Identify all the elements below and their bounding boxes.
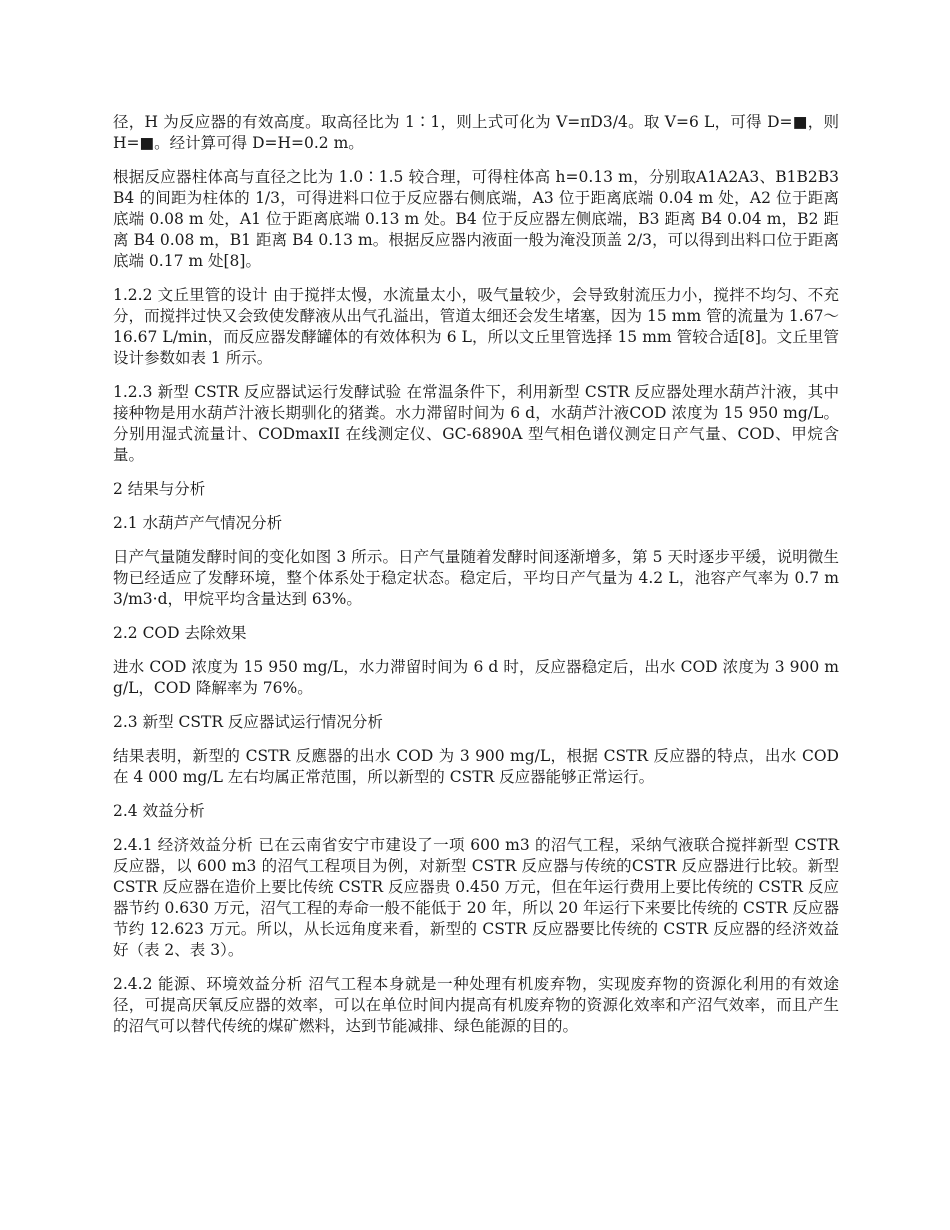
body-paragraph: 2.4.1 经济效益分析 已在云南省安宁市建设了一项 600 m3 的沼气工程，采纳气液联合搅拌新型 CSTR 反应器，以 600 m3 的沼气工程项目为例，对新型 CSTR 反应器与传统的CSTR 反应器进行比较。新型 CSTR 反应器在造价上要比传统 CSTR 反应器贵 0.450 万元，但在年运行费用上要比传统的 CSTR 反应器节约 0.630 万元，沼气工程的寿命一般不能低于 20 年，所以 20 年运行下来要比传统的 CSTR 反应器节约 12.623 万元。所以，从长远角度来看，新型的 CSTR 反应器要比传统的 CSTR 反应器的经济效益好（表 2、表 3）。 <box>113 836 839 959</box>
section-heading: 2 结果与分析 <box>113 480 206 498</box>
body-paragraph: 进水 COD 浓度为 15 950 mg/L，水力滞留时间为 6 d 时，反应器稳定后，出水 COD 浓度为 3 900 mg/L，COD 降解率为 76%。 <box>113 658 839 697</box>
subsection-heading: 2.2 COD 去除效果 <box>113 624 247 642</box>
body-paragraph: 根据反应器柱体高与直径之比为 1.0∶1.5 较合理，可得柱体高 h=0.13 m，分别取A1A2A3、B1B2B3B4 的间距为柱体的 1/3，可得进料口位于反应器右侧底端，A3 位于距离底端 0.04 m 处，A2 位于距离底端 0.08 m 处，A1 位于距离底端 0.13 m 处。B4 位于反应器左侧底端，B3 距离 B4 0.04 m，B2 距离 B4 0.08 m，B1 距离 B4 0.13 m。根据反应器内液面一般为淹没顶盖 2/3，可以得到出料口位于距离底端 0.17 m 处[8]。 <box>113 168 839 270</box>
body-paragraph: 1.2.3 新型 CSTR 反应器试运行发酵试验 在常温条件下，利用新型 CSTR 反应器处理水葫芦汁液，其中接种物是用水葫芦汁液长期驯化的猪粪。水力滞留时间为 6 d，水葫芦汁液COD 浓度为 15 950 mg/L。分别用湿式流量计、CODmaxII 在线测定仪、GC-6890A 型气相色谱仪测定日产气量、COD、甲烷含量。 <box>113 383 839 464</box>
subsection-heading: 2.3 新型 CSTR 反应器试运行情况分析 <box>113 713 383 731</box>
document-page <box>113 112 839 1050</box>
body-paragraph: 1.2.2 文丘里管的设计 由于搅拌太慢，水流量太小，吸气量较少，会导致射流压力小，搅拌不均匀、不充分，而搅拌过快又会致使发酵液从出气孔溢出，管道太细还会发生堵塞，因为 15 mm 管的流量为 1.67～16.67 L/min，而反应器发酵罐体的有效体积为 6 L，所以文丘里管选择 15 mm 管较合适[8]。文丘里管设计参数如表 1 所示。 <box>113 286 839 367</box>
body-paragraph: 2.4.2 能源、环境效益分析 沼气工程本身就是一种处理有机废弃物，实现废弃物的资源化利用的有效途径，可提高厌氧反应器的效率，可以在单位时间内提高有机废弃物的资源化效率和产沼气效率，而且产生的沼气可以替代传统的煤矿燃料，达到节能减排、绿色能源的目的。 <box>113 975 839 1035</box>
body-paragraph: 日产气量随发酵时间的变化如图 3 所示。日产气量随着发酵时间逐渐增多，第 5 天时逐步平缓，说明微生物已经适应了发酵环境，整个体系处于稳定状态。稳定后，平均日产气量为 4.2 L，池容产气率为 0.7 m3/m3·d，甲烷平均含量达到 63%。 <box>113 548 839 608</box>
body-paragraph: 径，H 为反应器的有效高度。取高径比为 1∶1，则上式可化为 V=πD3/4。取 V=6 L，可得 D=■，则 H=■。经计算可得 D=H=0.2 m。 <box>113 113 839 152</box>
subsection-heading: 2.1 水葫芦产气情况分析 <box>113 514 283 532</box>
subsection-heading: 2.4 效益分析 <box>113 802 205 820</box>
body-paragraph: 结果表明，新型的 CSTR 反應器的出水 COD 为 3 900 mg/L，根据 CSTR 反应器的特点，出水 COD 在 4 000 mg/L 左右均属正常范围，所以新型的 CSTR 反应器能够正常运行。 <box>113 747 839 786</box>
